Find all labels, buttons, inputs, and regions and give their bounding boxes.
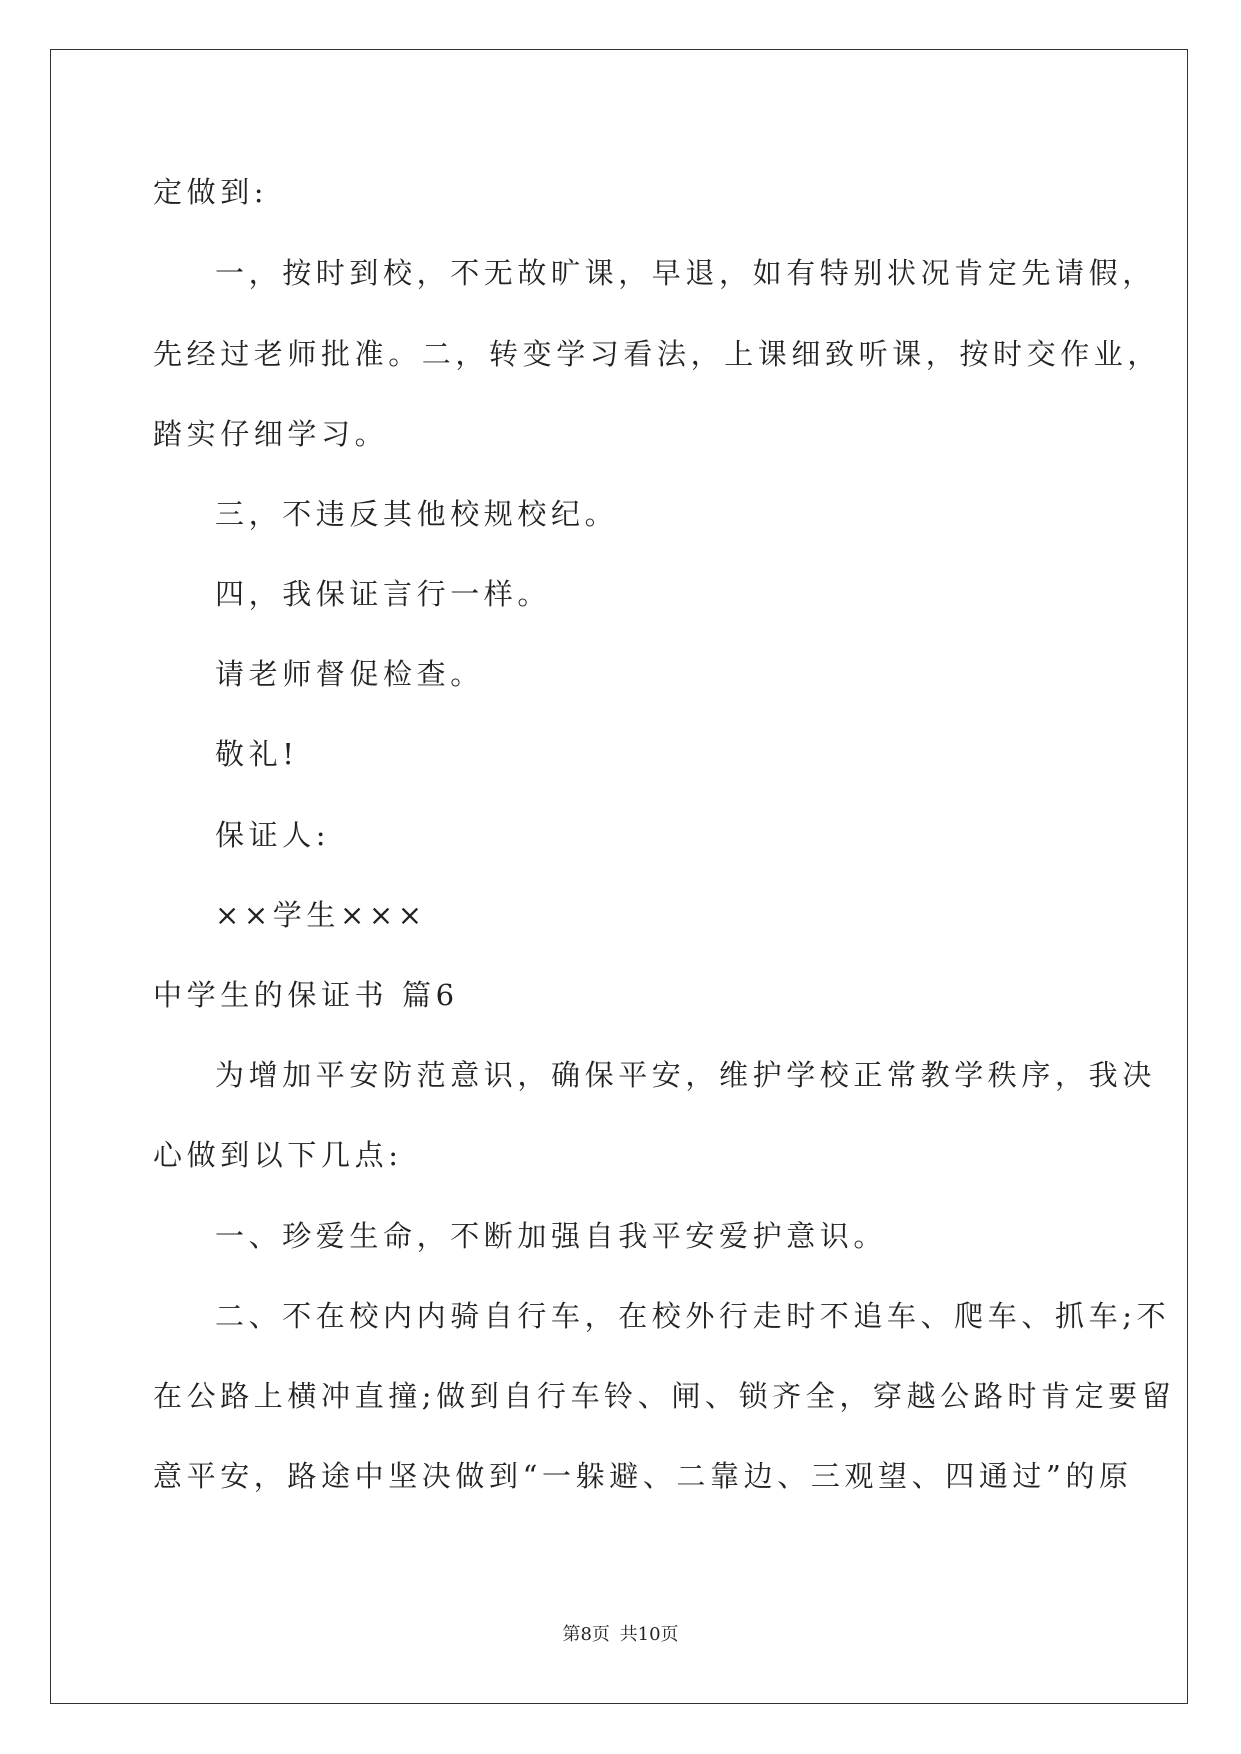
text-line: 心做到以下几点: (153, 1138, 403, 1172)
text-line: 意平安，路途中坚决做到“一躲避、二靠边、三观望、四通过”的原 (153, 1459, 1133, 1493)
text-line: 定做到: (153, 175, 269, 209)
page-number: 第8页 (562, 1624, 610, 1645)
section-heading: 中学生的保证书 篇6 (153, 978, 459, 1012)
text-line: 一，按时到校，不无故旷课，早退，如有特别状况肯定先请假， (215, 256, 1156, 290)
text-line: 在公路上横冲直撞;做到自行车铃、闸、锁齐全，穿越公路时肯定要留 (153, 1379, 1176, 1413)
text-line: 四，我保证言行一样。 (215, 577, 552, 611)
text-line: 请老师督促检查。 (215, 657, 484, 691)
page-footer (0, 1623, 1241, 1647)
text-line: 三，不违反其他校规校纪。 (215, 497, 619, 531)
text-line: 二、不在校内内骑自行车，在校外行走时不追车、爬车、抓车;不 (215, 1299, 1171, 1333)
text-line: 敬礼! (215, 737, 299, 771)
text-line: ××学生××× (215, 898, 427, 932)
text-line: 为增加平安防范意识，确保平安，维护学校正常教学秩序，我决 (215, 1058, 1156, 1092)
text-line: 先经过老师批准。二，转变学习看法，上课细致听课，按时交作业， (153, 337, 1162, 371)
text-line: 保证人: (215, 818, 331, 852)
text-line: 踏实仔细学习。 (153, 417, 389, 451)
text-line: 一、珍爱生命，不断加强自我平安爱护意识。 (215, 1219, 888, 1253)
page-total: 共10页 (619, 1624, 679, 1645)
